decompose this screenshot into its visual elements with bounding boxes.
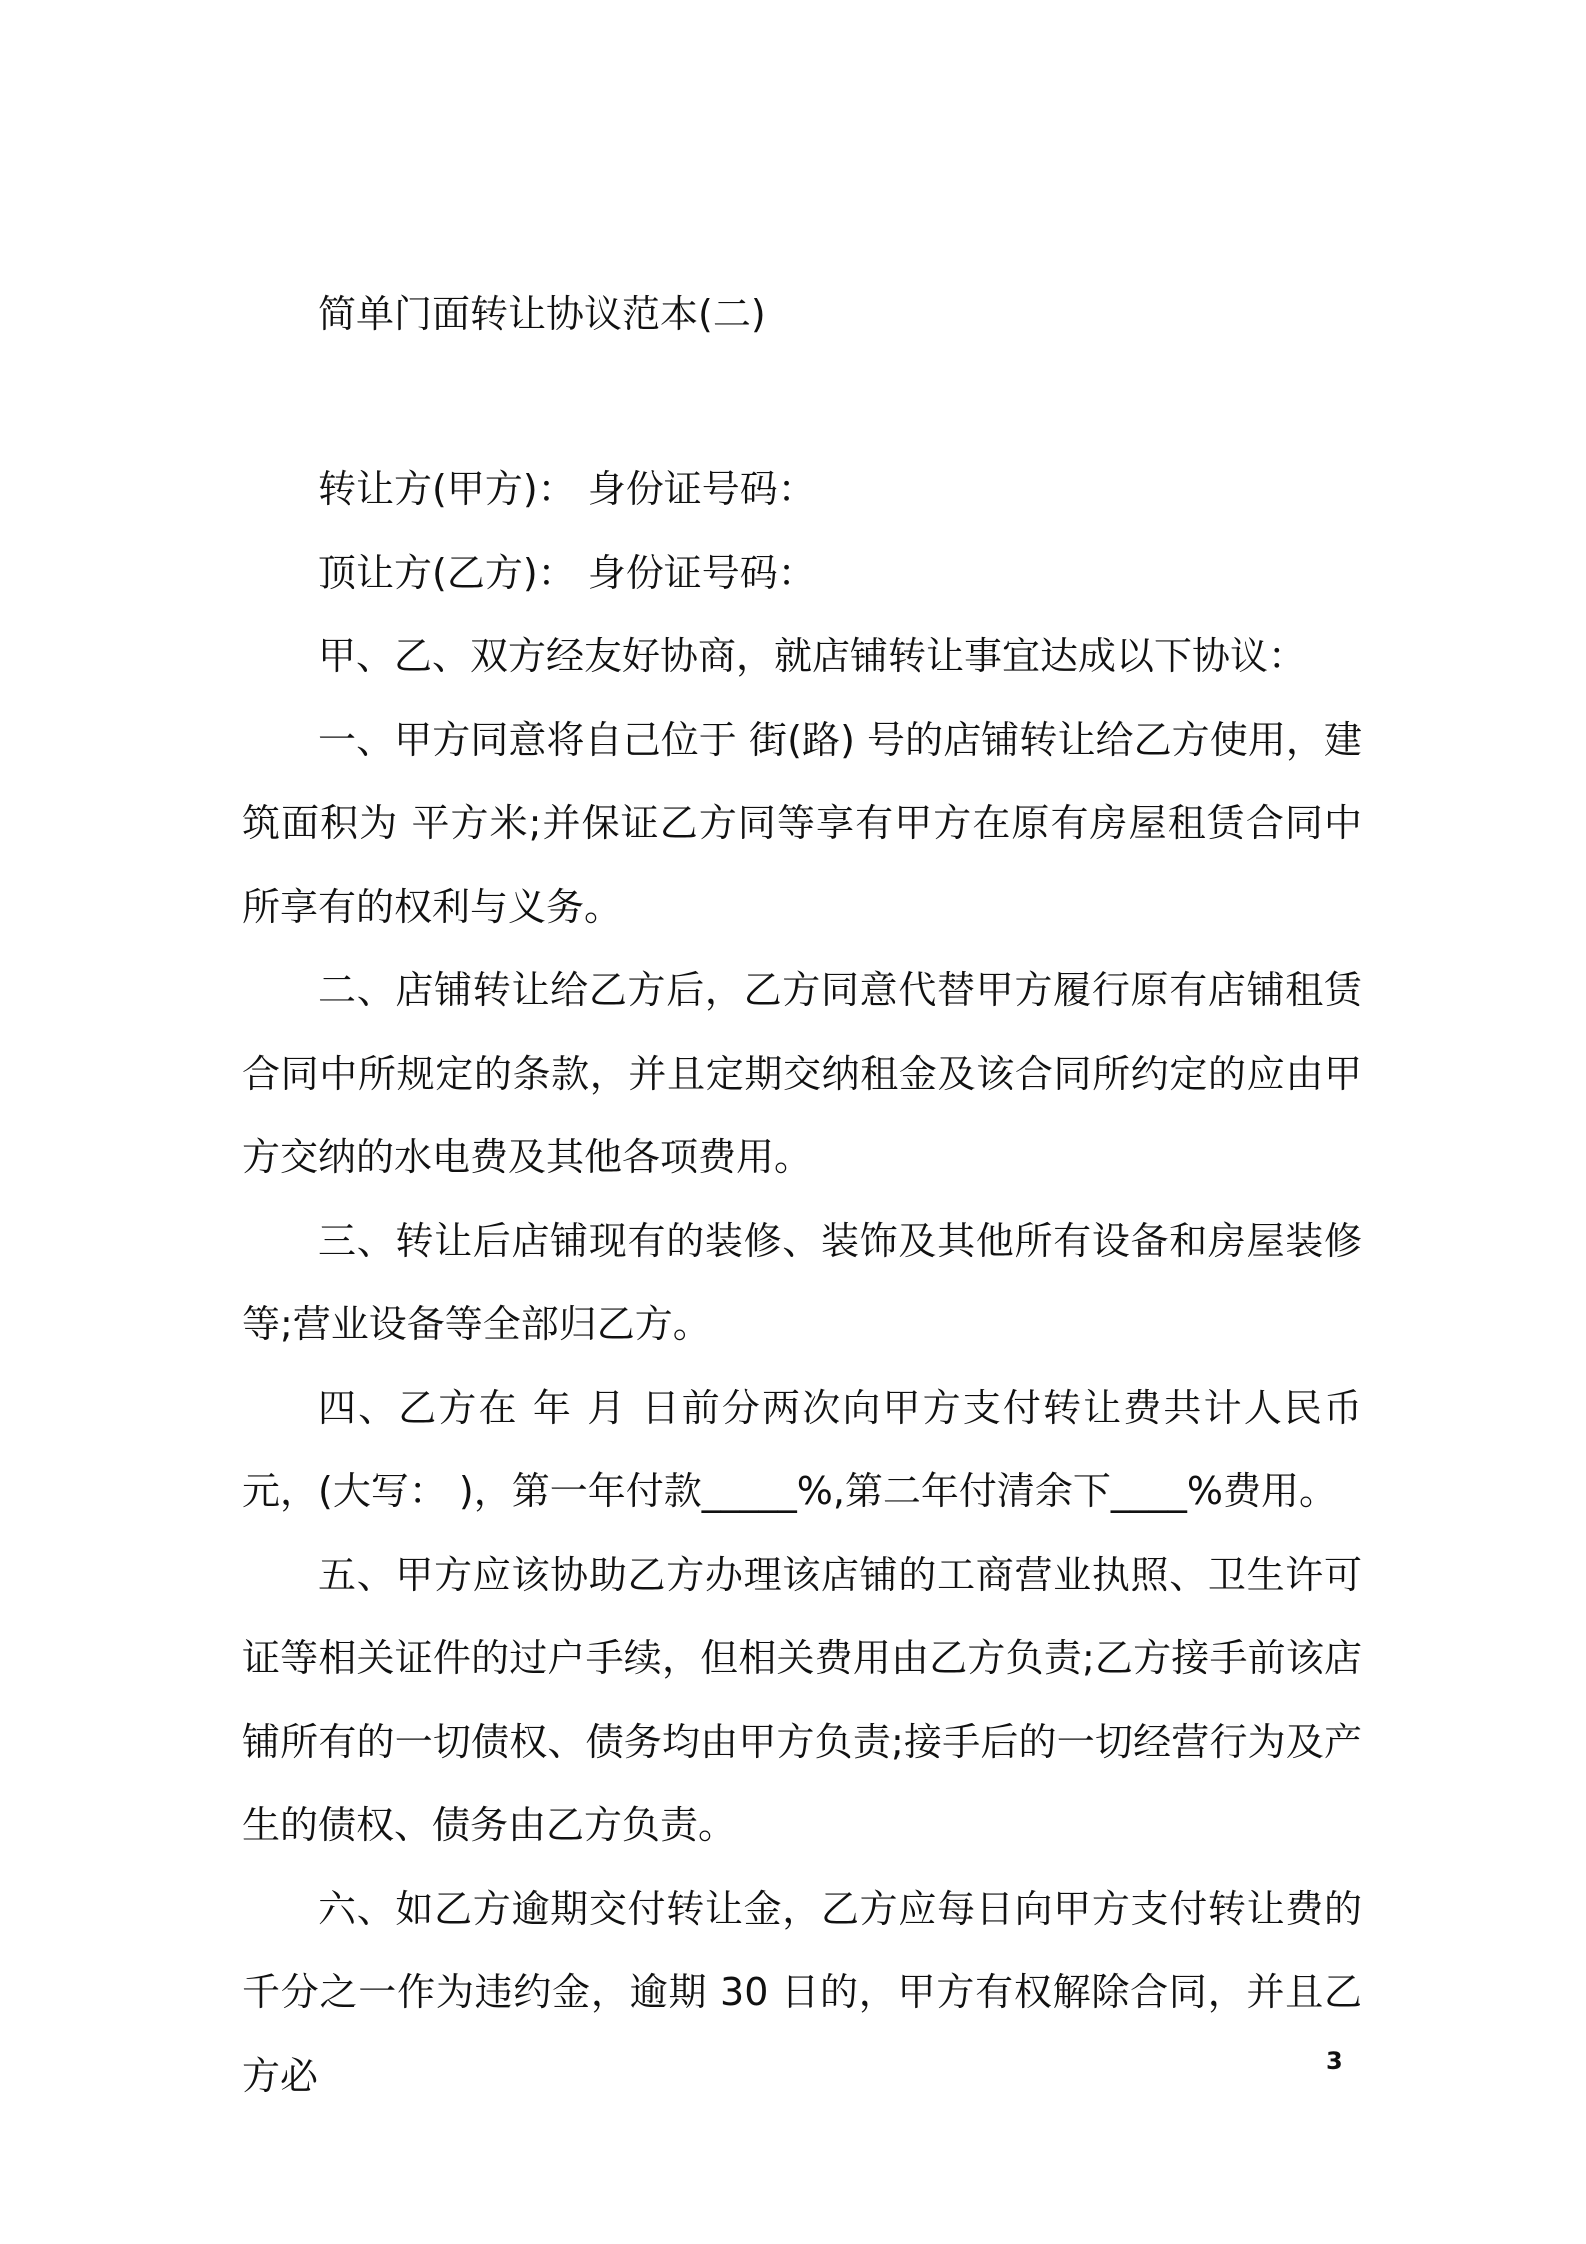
party-a-line: 转让方(甲方)： 身份证号码： [318, 467, 816, 511]
page-number: 3 [1326, 2047, 1343, 2075]
document-title: 简单门面转让协议范本(二) [318, 292, 766, 336]
clause-1: 一、甲方同意将自己位于 街(路) 号的店铺转让给乙方使用，建筑面积为 平方米;并保证乙方同等享有甲方在原有房屋租赁合同中所享有的权利与义务。 [242, 717, 1362, 929]
clause-6: 六、如乙方逾期交付转让金，乙方应每日向甲方支付转让费的千分之一作为违约金，逾期 30 日的，甲方有权解除合同，并且乙方必 [242, 1886, 1362, 2098]
clause-4: 四、乙方在 年 月 日前分两次向甲方支付转让费共计人民币 元，(大写： )，第一年付款_____%,第二年付清余下____%费用。 [242, 1385, 1362, 1513]
agreement-intro: 甲、乙、双方经友好协商，就店铺转让事宜达成以下协议： [318, 634, 1307, 678]
clause-5: 五、甲方应该协助乙方办理该店铺的工商营业执照、卫生许可证等相关证件的过户手续，但相关费用由乙方负责;乙方接手前该店铺所有的一切债权、债务均由甲方负责;接手后的一切经营行为及产生的债权、债务由乙方负责。 [242, 1552, 1362, 1847]
party-b-line: 顶让方(乙方)： 身份证号码： [318, 550, 816, 595]
clause-2: 二、店铺转让给乙方后，乙方同意代替甲方履行原有店铺租赁合同中所规定的条款，并且定期交纳租金及该合同所约定的应由甲方交纳的水电费及其他各项费用。 [242, 968, 1362, 1179]
clause-3: 三、转让后店铺现有的装修、装饰及其他所有设备和房屋装修等;营业设备等全部归乙方。 [242, 1218, 1362, 1346]
document-body [242, 448, 1362, 2118]
